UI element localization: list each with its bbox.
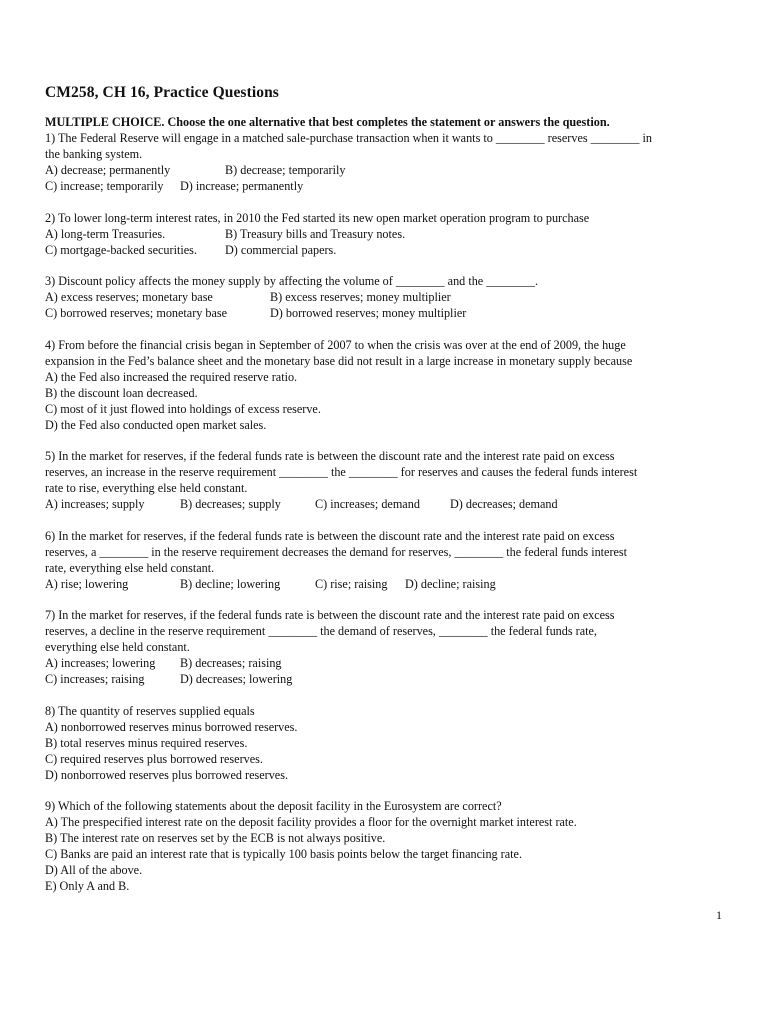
option-b: B) total reserves minus required reserves. — [45, 735, 248, 750]
instructions: MULTIPLE CHOICE. Choose the one alternative that best completes the statement or answers the question. — [45, 115, 610, 129]
option-d: D) All of the above. — [45, 863, 143, 877]
page-title: CM258, CH 16, Practice Questions — [45, 84, 279, 101]
question-2 — [45, 210, 735, 258]
question-stem-line: reserves, a ________ in the reserve requirement decreases the demand for reserves, ________ the federal funds interest — [45, 544, 628, 559]
option-row — [45, 226, 735, 242]
question-stem-line: 3) Discount policy affects the money supply by affecting the volume of ________ and the ________. — [45, 274, 539, 288]
question-stem-line: 1) The Federal Reserve will engage in a matched sale-purchase transaction when it wants to ________ reserves ________ in — [45, 131, 652, 145]
question-stem-line: 7) In the market for reserves, if the federal funds rate is between the discount rate and the interest rate paid on excess — [45, 608, 615, 622]
question-stem-line: 2) To lower long-term interest rates, in 2010 the Fed started its new open market operation program to purchase — [45, 210, 590, 225]
option-b: B) excess reserves; money multiplier — [270, 290, 451, 304]
page-number: 1 — [716, 908, 722, 922]
question-6 — [45, 528, 735, 592]
option-c: C) most of it just flowed into holdings of excess reserve. — [45, 401, 321, 416]
question-stem-line: expansion in the Fed’s balance sheet and the monetary base did not result in a large increase in monetary supply because — [45, 353, 633, 368]
option-row — [45, 655, 735, 671]
question-stem-line: 6) In the market for reserves, if the federal funds rate is between the discount rate and the interest rate paid on excess — [45, 528, 615, 543]
option-row — [45, 305, 735, 321]
question-stem-line: everything else held constant. — [45, 640, 190, 654]
option-b: B) decline; lowering — [180, 576, 281, 591]
option-d: D) commercial papers. — [225, 242, 337, 257]
option-d: D) increase; permanently — [180, 179, 304, 193]
option-b: B) The interest rate on reserves set by the ECB is not always positive. — [45, 831, 386, 845]
question-1 — [45, 130, 735, 194]
option-row — [45, 242, 735, 258]
question-9 — [45, 798, 735, 894]
option-row — [45, 496, 735, 512]
option-e: E) Only A and B. — [45, 879, 130, 893]
option-b: B) decreases; raising — [180, 656, 282, 670]
option-a: A) long-term Treasuries. — [45, 226, 166, 241]
option-c: C) required reserves plus borrowed reserves. — [45, 751, 263, 766]
option-c: C) borrowed reserves; monetary base — [45, 306, 228, 320]
option-a: A) decrease; permanently — [45, 163, 171, 177]
option-b: B) the discount loan decreased. — [45, 385, 198, 400]
question-stem-line: the banking system. — [45, 147, 143, 161]
option-c: C) increases; demand — [315, 497, 420, 511]
option-a: A) excess reserves; monetary base — [45, 290, 213, 304]
question-5 — [45, 448, 735, 512]
question-4 — [45, 337, 735, 433]
option-row — [45, 289, 735, 305]
question-stem-line: rate to rise, everything else held constant. — [45, 481, 248, 495]
question-stem-line: reserves, a decline in the reserve requirement ________ the demand of reserves, ________ the federal funds rate, — [45, 624, 597, 638]
option-c: C) Banks are paid an interest rate that is typically 100 basis points below the target financing rate. — [45, 847, 522, 861]
question-3 — [45, 273, 735, 321]
option-row — [45, 178, 735, 194]
question-stem-line: 9) Which of the following statements about the deposit facility in the Eurosystem are correct? — [45, 799, 502, 813]
question-stem-line: reserves, an increase in the reserve requirement ________ the ________ for reserves and causes the federal funds interest — [45, 465, 638, 479]
option-d: D) borrowed reserves; money multiplier — [270, 306, 467, 320]
option-a: A) increases; supply — [45, 497, 145, 511]
question-list — [45, 114, 735, 910]
option-row — [45, 162, 735, 178]
option-a: A) the Fed also increased the required reserve ratio. — [45, 369, 298, 384]
question-stem-line: 5) In the market for reserves, if the federal funds rate is between the discount rate and the interest rate paid on excess — [45, 449, 615, 463]
option-d: D) the Fed also conducted open market sales. — [45, 417, 267, 432]
option-b: B) Treasury bills and Treasury notes. — [225, 226, 406, 241]
question-8 — [45, 703, 735, 783]
option-b: B) decrease; temporarily — [225, 163, 346, 177]
option-d: D) decline; raising — [405, 576, 496, 591]
question-stem-line: 4) From before the financial crisis began in September of 2007 to when the crisis was over at the end of 2009, the huge — [45, 337, 626, 352]
option-d: D) nonborrowed reserves plus borrowed reserves. — [45, 767, 288, 782]
option-a: A) The prespecified interest rate on the deposit facility provides a floor for the overnight market interest rate. — [45, 815, 577, 829]
option-c: C) increases; raising — [45, 672, 145, 686]
option-c: C) rise; raising — [315, 576, 388, 591]
question-7 — [45, 607, 735, 687]
question-stem-line: 8) The quantity of reserves supplied equals — [45, 703, 255, 718]
option-d: D) decreases; demand — [450, 497, 558, 511]
option-d: D) decreases; lowering — [180, 672, 293, 686]
option-a: A) increases; lowering — [45, 656, 156, 670]
option-b: B) decreases; supply — [180, 497, 281, 511]
option-row — [45, 576, 735, 592]
option-c: C) mortgage-backed securities. — [45, 242, 197, 257]
option-a: A) nonborrowed reserves minus borrowed reserves. — [45, 719, 298, 734]
question-stem-line: rate, everything else held constant. — [45, 560, 215, 575]
option-a: A) rise; lowering — [45, 576, 129, 591]
option-c: C) increase; temporarily — [45, 179, 164, 193]
option-row — [45, 671, 735, 687]
